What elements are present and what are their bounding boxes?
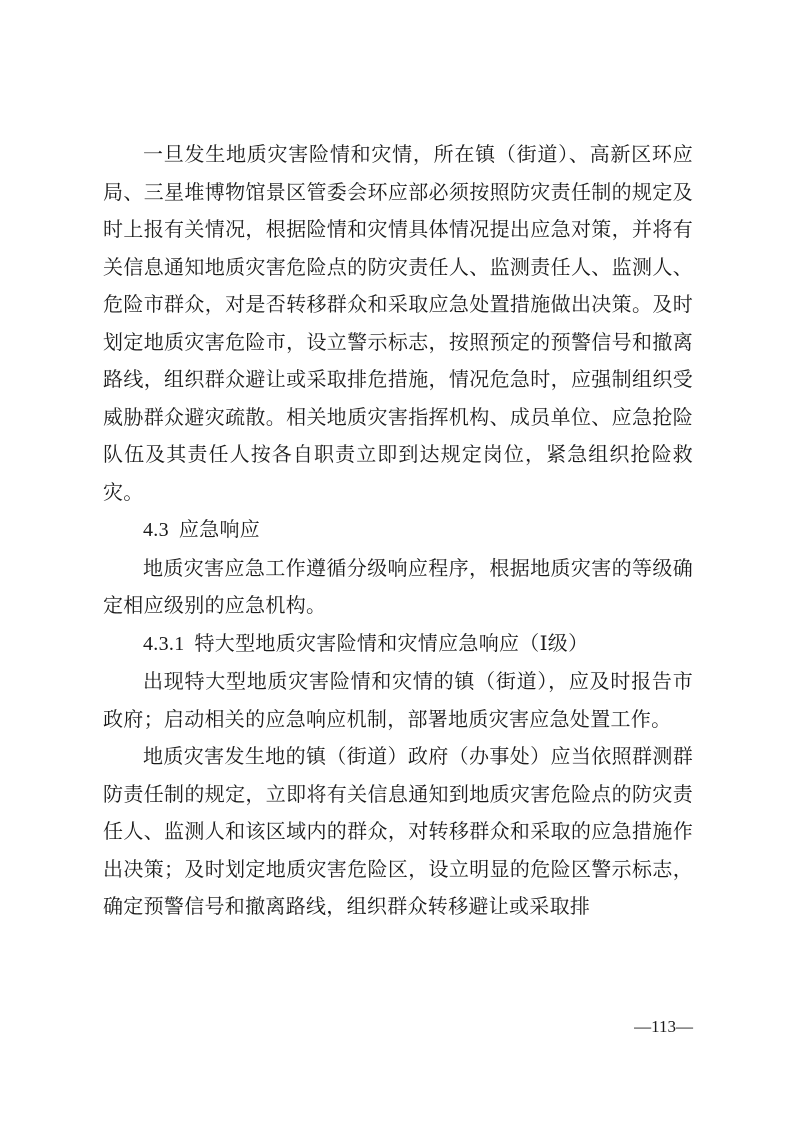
page-number: —113— <box>634 1017 693 1036</box>
section-number: 4.3.1 <box>143 632 185 655</box>
page-body <box>103 136 693 926</box>
section-number: 4.3 <box>143 519 169 541</box>
paragraph-local-measures: 地质灾害发生地的镇（街道）政府（办事处）应当依照群测群防责任制的规定，立即将有关信息通知到地质灾害危险点的防灾责任人、监测人和该区域内的群众，对转移群众和采取的应急措施作出决策；及时划定地质灾害危险区，设立明显的危险区警示标志，确定预警信号和撤离路线，组织群众转移避让或采取排 <box>103 744 693 918</box>
paragraph-emergency-report: 一旦发生地质灾害险情和灾情，所在镇（街道）、高新区环应局、三星堆博物馆景区管委会环应部必须按照防灾责任制的规定及时上报有关情况，根据险情和灾情具体情况提出应急对策，并将有关信息通知地质灾害危险点的防灾责任人、监测责任人、监测人、危险市群众，对是否转移群众和采取应急处置措施做出决策。及时划定地质灾害危险市，设立警示标志，按照预定的预警信号和撤离路线，组织群众避让或采取排危措施，情况危急时，应强制组织受威胁群众避灾疏散。相关地质灾害指挥机构、成员单位、应急抢险队伍及其责任人按各自职责立即到达规定岗位，紧急组织抢险救灾。 <box>103 142 693 504</box>
section-title: 应急响应 <box>178 517 261 541</box>
section-title: 特大型地质灾害险情和灾情应急响应（Ⅰ级） <box>194 630 589 655</box>
paragraph-response-levels: 地质灾害应急工作遵循分级响应程序，根据地质灾害的等级确定相应级别的应急机构。 <box>103 555 693 617</box>
section-heading-4-3 <box>103 511 693 550</box>
section-heading-4-3-1 <box>103 625 693 664</box>
paragraph-report-government: 出现特大型地质灾害险情和灾情的镇（街道），应及时报告市政府；启动相关的应急响应机制，部署地质灾害应急处置工作。 <box>103 669 693 731</box>
